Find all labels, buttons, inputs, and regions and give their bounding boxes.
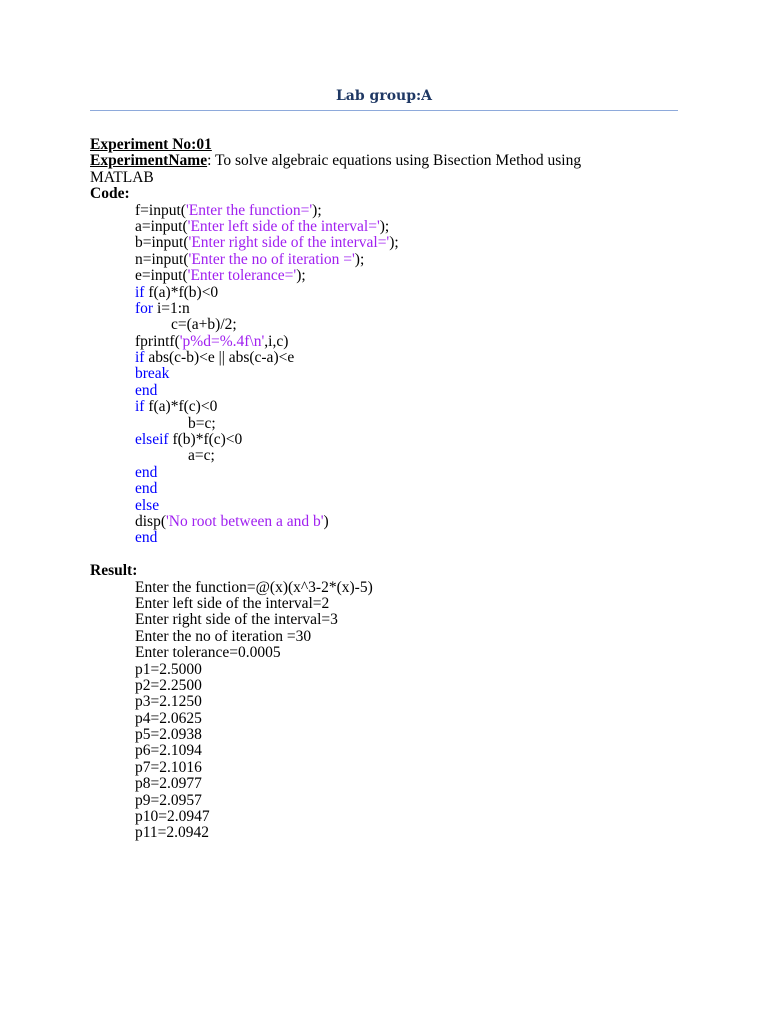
result-line: p2=2.2500 [135, 676, 202, 694]
result-line: p10=2.0947 [135, 808, 210, 826]
code-line: a=c; [188, 447, 215, 465]
result-line: Enter the no of iteration =30 [135, 627, 312, 645]
result-line: p1=2.5000 [135, 660, 202, 678]
code-keyword: end [135, 480, 158, 498]
code-text: f(a)*f(c)<0 [144, 398, 218, 416]
experiment-number-label: Experiment No:01 [90, 136, 212, 153]
code-text: ); [312, 201, 322, 219]
code-line [90, 514, 690, 530]
code-text: ,i,c) [264, 332, 289, 350]
result-line: p11=2.0942 [135, 824, 210, 842]
code-keyword: if [135, 398, 145, 416]
code-keyword: end [135, 463, 158, 481]
code-string: 'Enter the no of iteration =' [188, 250, 355, 268]
code-text: f(b)*f(c)<0 [168, 431, 243, 449]
result-line: p7=2.1016 [135, 758, 202, 776]
experiment-name [90, 153, 690, 169]
code-keyword: if [135, 283, 145, 301]
code-text: ); [379, 217, 390, 235]
code-line: b=c; [188, 414, 216, 432]
code-text: ); [296, 267, 306, 285]
code-string: 'Enter right side of the interval=' [188, 234, 390, 252]
code-line [90, 366, 690, 382]
code-text: ); [389, 234, 399, 252]
result-heading: Result: [90, 562, 138, 580]
code-keyword: end [135, 529, 158, 547]
code-text: abs(c-b)<e || abs(c-a)<e [144, 349, 295, 367]
code-line [90, 530, 690, 546]
code-line: c=(a+b)/2; [171, 316, 237, 334]
code-line [90, 203, 690, 219]
code-text: disp( [135, 512, 166, 530]
result-line: p4=2.0625 [135, 709, 202, 727]
code-keyword: else [135, 496, 160, 514]
code-text: fprintf( [135, 332, 180, 350]
page-header-title: Lab group:A [335, 88, 433, 104]
code-line [90, 285, 690, 301]
code-line [90, 350, 690, 366]
experiment-name-text: : To solve algebraic equations using Bisection Method using [207, 152, 582, 170]
code-string: 'Enter left side of the interval=' [187, 217, 380, 235]
experiment-name-continued: MATLAB [90, 168, 154, 186]
code-text: e=input( [135, 267, 188, 285]
code-string: 'Enter the function=' [185, 201, 313, 219]
result-line: Enter tolerance=0.0005 [135, 644, 281, 662]
section-spacer [90, 547, 690, 563]
code-block [90, 203, 690, 547]
result-output [90, 580, 690, 842]
code-line [90, 465, 690, 481]
code-line [90, 219, 690, 235]
code-heading: Code: [90, 185, 130, 203]
result-line: p8=2.0977 [135, 775, 202, 793]
document-body [90, 137, 690, 842]
code-text: i=1:n [153, 299, 190, 317]
code-keyword: if [135, 349, 145, 367]
code-text: a=input( [135, 217, 188, 235]
header-divider [90, 110, 678, 111]
code-string: 'No root between a and b' [166, 512, 324, 530]
code-keyword: for [135, 299, 154, 317]
result-line: Enter left side of the interval=2 [135, 594, 330, 612]
result-line: Enter the function=@(x)(x^3-2*(x)-5) [135, 578, 373, 596]
result-line: p5=2.0938 [135, 726, 202, 744]
code-string: 'Enter tolerance=' [187, 267, 297, 285]
code-keyword: break [135, 365, 170, 383]
code-line [90, 268, 690, 284]
code-text: f=input( [135, 201, 186, 219]
result-line: p9=2.0957 [135, 791, 202, 809]
code-line [90, 334, 690, 350]
code-line [90, 383, 690, 399]
code-line [90, 301, 690, 317]
experiment-name-label: ExperimentName [90, 152, 208, 170]
code-text: f(a)*f(b)<0 [144, 283, 219, 301]
code-line [90, 235, 690, 251]
result-line: p3=2.1250 [135, 693, 202, 711]
result-line: p6=2.1094 [135, 742, 202, 760]
code-line [90, 432, 690, 448]
code-text: n=input( [135, 250, 189, 268]
code-line [90, 481, 690, 497]
code-line [90, 399, 690, 415]
code-text: b=input( [135, 234, 189, 252]
result-line: Enter right side of the interval=3 [135, 611, 338, 629]
code-keyword: end [135, 381, 158, 399]
code-text: ); [354, 250, 365, 268]
experiment-number [90, 137, 690, 153]
code-keyword: elseif [135, 431, 169, 449]
code-line [90, 252, 690, 268]
code-line [90, 498, 690, 514]
code-text: ) [323, 512, 329, 530]
code-string: 'p%d=%.4f\n' [179, 332, 265, 350]
